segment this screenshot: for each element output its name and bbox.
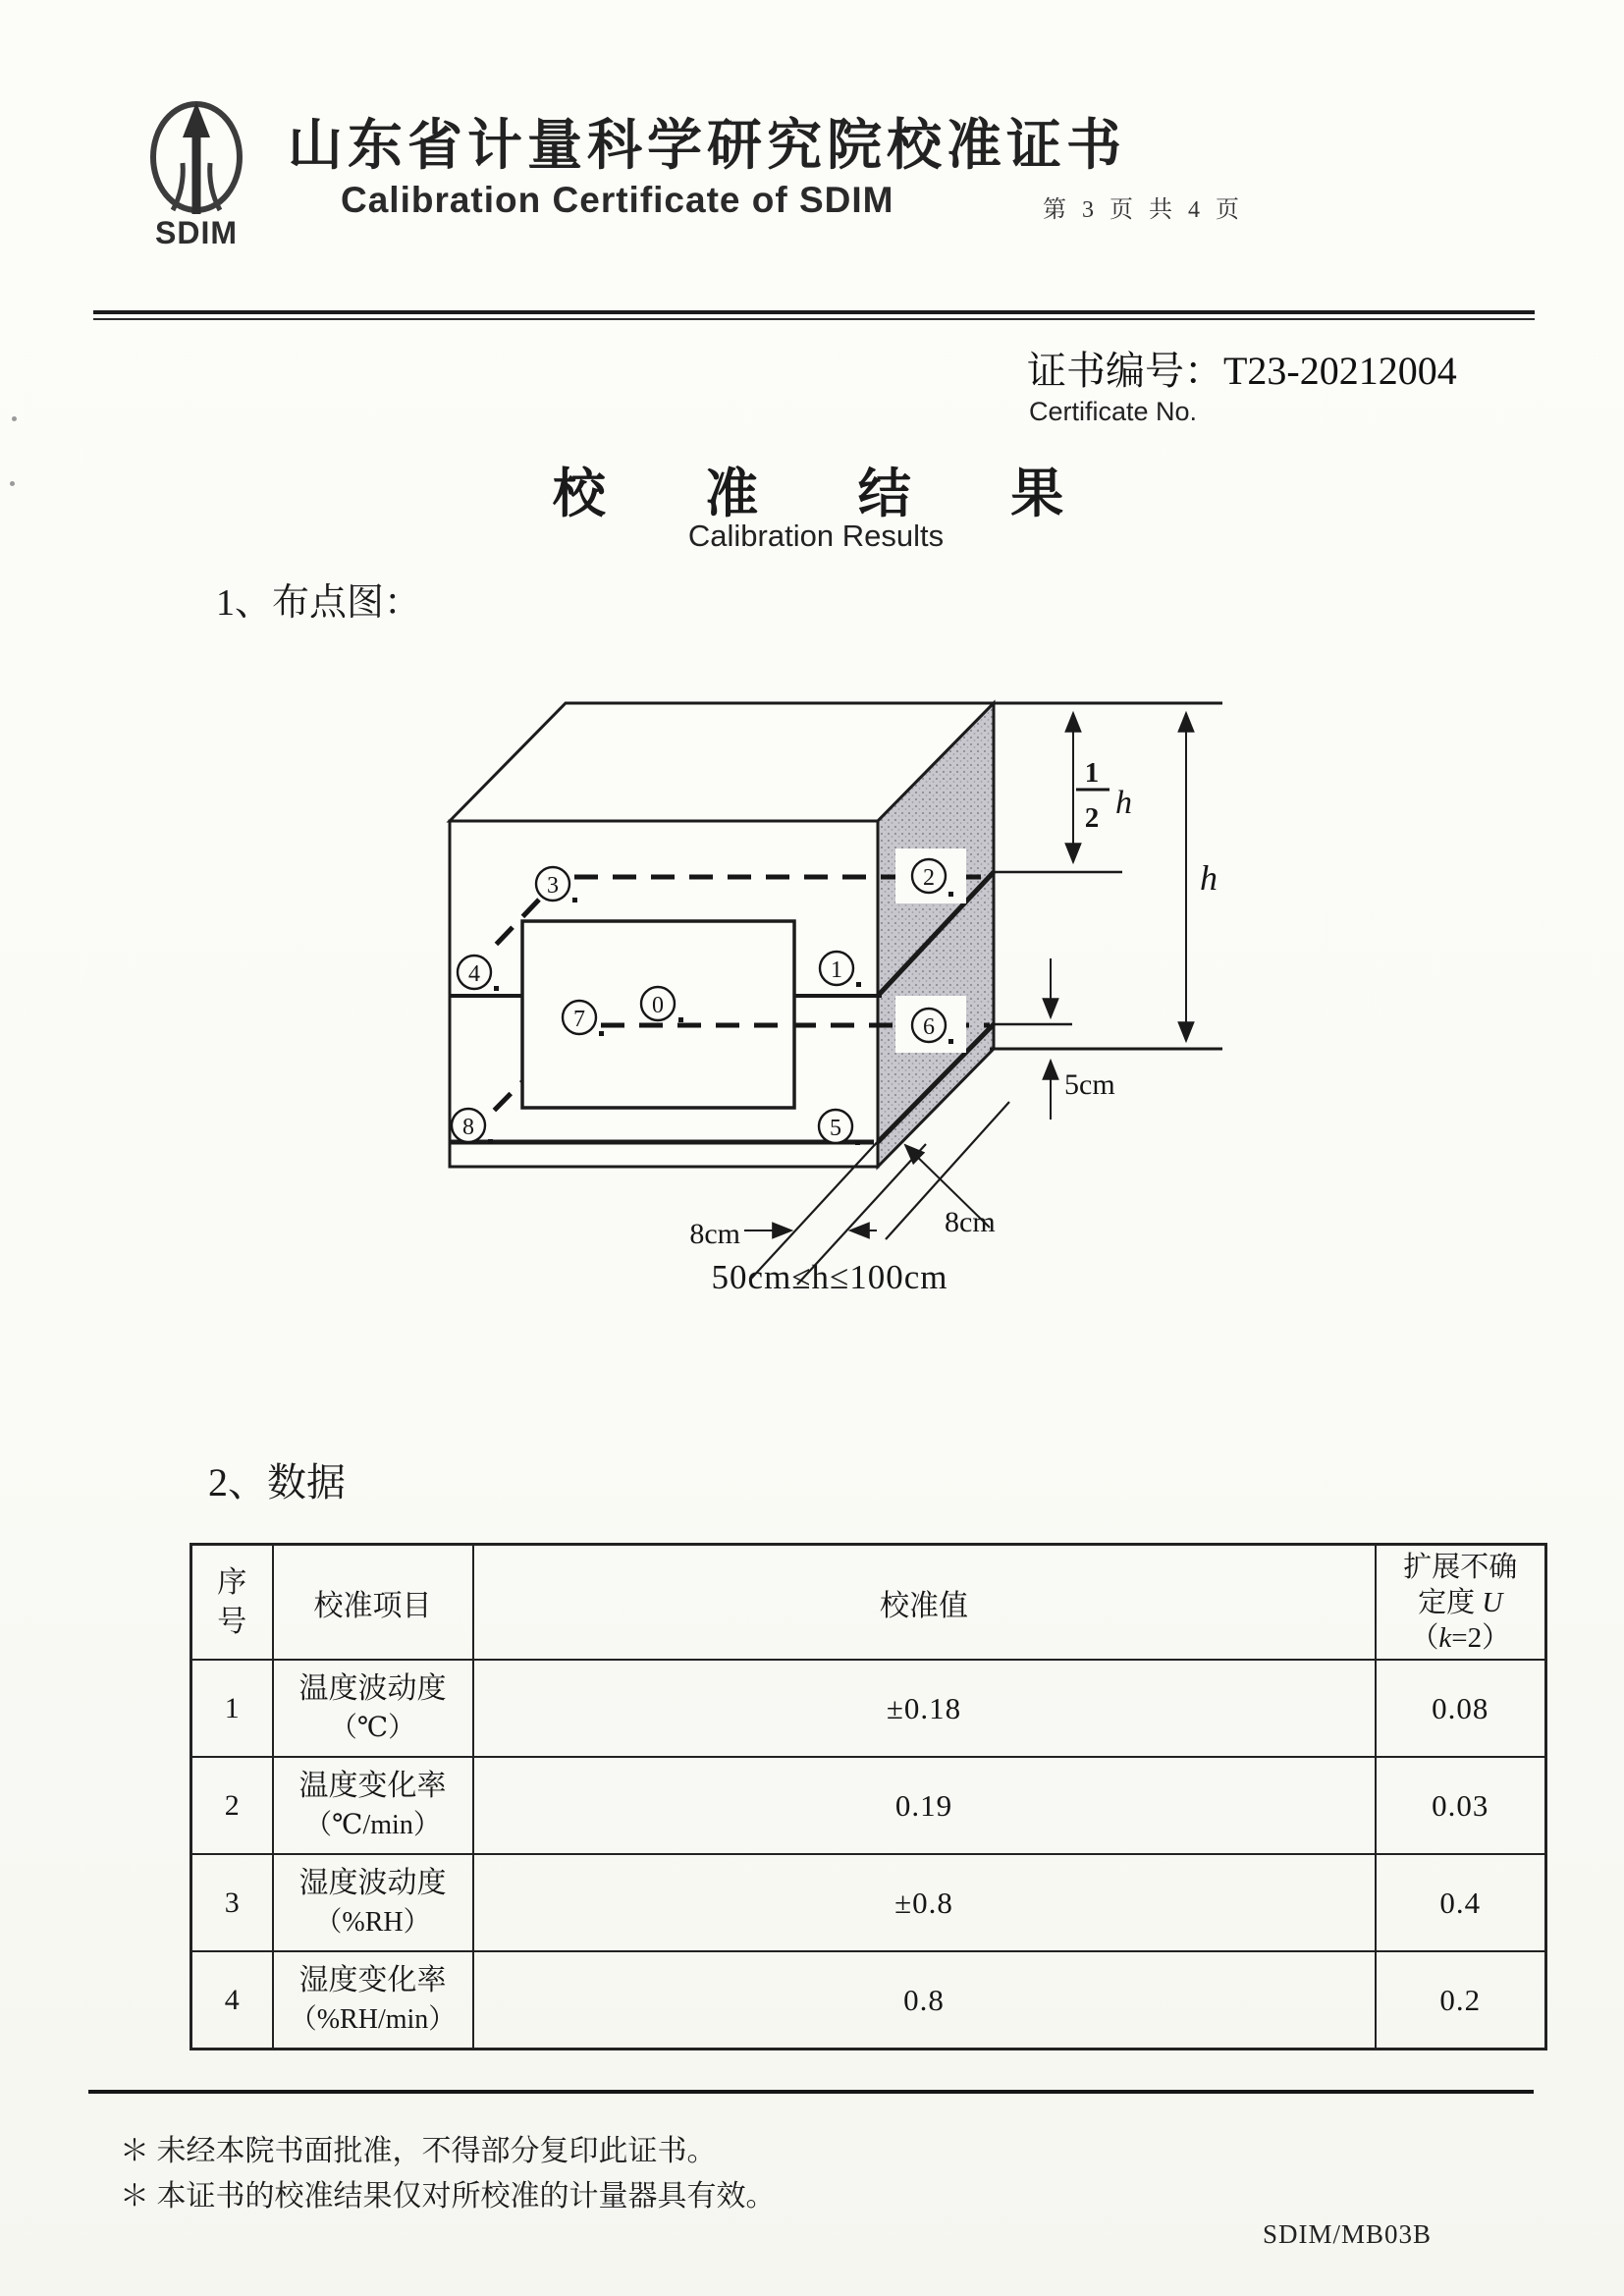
- cell-no: 4: [191, 1951, 273, 2050]
- footer-notes: [120, 2129, 776, 2219]
- table-row: [191, 1854, 1546, 1951]
- cell-item: 湿度变化率 （%RH/min）: [273, 1951, 473, 2050]
- svg-text:0: 0: [652, 993, 664, 1018]
- certificate-number-sublabel: Certificate No.: [1029, 397, 1198, 426]
- sdim-logo: [135, 94, 258, 251]
- half-h-numerator: 1: [1084, 757, 1100, 789]
- wall-gap-left-label: 8cm: [689, 1218, 740, 1250]
- svg-text:8: 8: [462, 1115, 474, 1140]
- header-item: 校准项目: [273, 1545, 473, 1661]
- half-h-symbol: h: [1115, 785, 1132, 821]
- form-code: SDIM/MB03B: [1263, 2219, 1433, 2249]
- result-title-en: Calibration Results: [687, 519, 945, 553]
- cell-no: 2: [191, 1757, 273, 1854]
- section2-heading: 2、数据: [208, 1460, 346, 1504]
- height-range-label: 50cm≤h≤100cm: [711, 1258, 948, 1296]
- cell-uncertainty: 0.03: [1376, 1757, 1546, 1854]
- header-no: 序 号: [191, 1545, 273, 1661]
- cell-item: 温度波动度 （℃）: [273, 1660, 473, 1757]
- cell-item: 温度变化率 （℃/min）: [273, 1757, 473, 1854]
- cell-value: 0.8: [473, 1951, 1376, 2050]
- certificate-number-line: [1027, 340, 1457, 396]
- cell-value: 0.19: [473, 1757, 1376, 1854]
- header-rule-thin: [93, 318, 1535, 320]
- result-title-cn: 校 准 结 果: [552, 465, 1108, 523]
- svg-text:5: 5: [830, 1116, 841, 1141]
- svg-text:1: 1: [831, 957, 842, 983]
- footer-note-2: ＊ 本证书的校准结果仅对所校准的计量器具有效。: [120, 2180, 776, 2213]
- height-symbol: h: [1200, 858, 1218, 898]
- calibration-results-table: [189, 1543, 1547, 2050]
- cell-item: 湿度波动度 （%RH）: [273, 1854, 473, 1951]
- svg-text:7: 7: [573, 1007, 585, 1032]
- page-number-info: 第 3 页 共 4 页: [1043, 197, 1244, 223]
- logo-text: SDIM: [155, 215, 238, 250]
- header-uncertainty: 扩展不确 定度 U （k=2）: [1376, 1545, 1546, 1661]
- cell-no: 1: [191, 1660, 273, 1757]
- cell-value: ±0.18: [473, 1660, 1376, 1757]
- certificate-number-label: 证书编号：: [1027, 349, 1223, 393]
- half-h-denominator: 2: [1084, 802, 1100, 834]
- title-english: Calibration Certificate of SDIM: [341, 180, 894, 220]
- footer-rule: [88, 2090, 1534, 2094]
- logo-leaf-right: [210, 163, 220, 210]
- header-rule-thick: [93, 310, 1535, 314]
- cell-no: 3: [191, 1854, 273, 1951]
- cell-value: ±0.8: [473, 1854, 1376, 1951]
- scan-speck: [12, 416, 17, 421]
- table-row: [191, 1757, 1546, 1854]
- certificate-number: T23-20212004: [1223, 349, 1457, 393]
- scan-speck: [10, 481, 15, 486]
- wall-gap-right-label: 8cm: [945, 1206, 996, 1238]
- floor-gap-label: 5cm: [1064, 1068, 1115, 1101]
- table-header-row: [191, 1545, 1546, 1661]
- cell-uncertainty: 0.2: [1376, 1951, 1546, 2050]
- title-chinese: 山东省计量科学研究院校准证书: [288, 116, 1126, 177]
- footer-note-1: ＊ 未经本院书面批准，不得部分复印此证书。: [120, 2135, 717, 2167]
- svg-text:2: 2: [923, 865, 935, 891]
- cell-uncertainty: 0.4: [1376, 1854, 1546, 1951]
- cell-uncertainty: 0.08: [1376, 1660, 1546, 1757]
- svg-text:4: 4: [468, 961, 480, 987]
- table-row: [191, 1660, 1546, 1757]
- table-row: [191, 1951, 1546, 2050]
- header-value: 校准值: [473, 1545, 1376, 1661]
- svg-text:3: 3: [547, 873, 559, 899]
- logo-leaf-left: [173, 163, 183, 210]
- section1-heading: 1、布点图：: [216, 582, 422, 624]
- svg-text:6: 6: [923, 1014, 935, 1040]
- placement-diagram: [295, 678, 1247, 1326]
